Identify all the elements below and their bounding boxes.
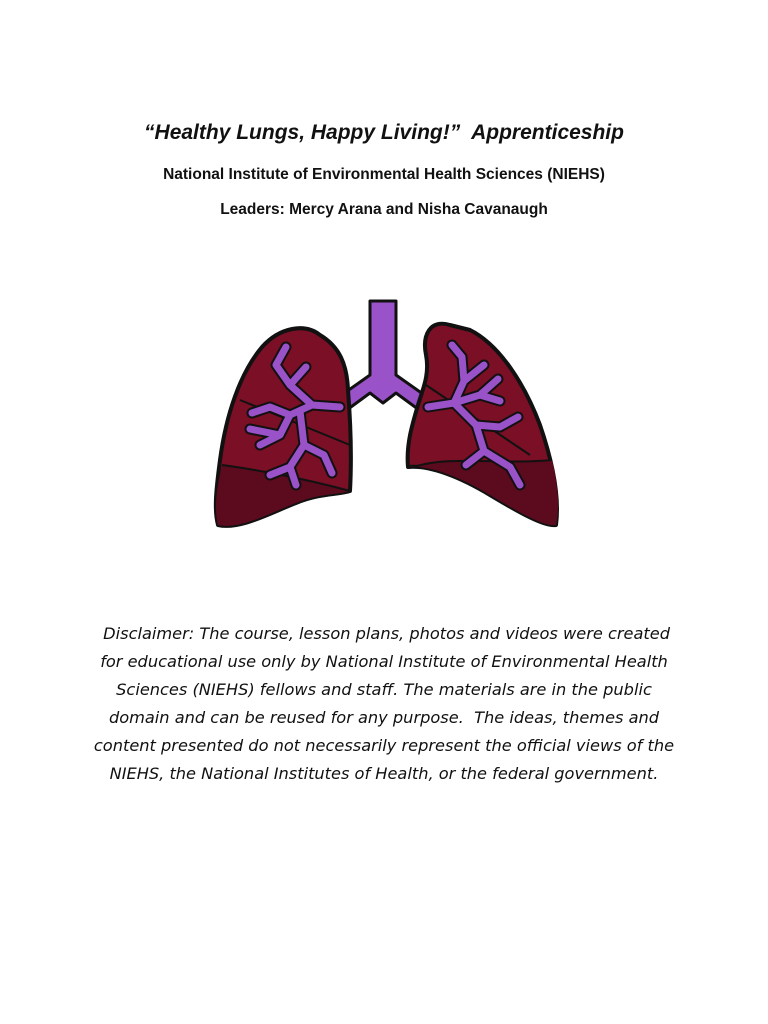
disclaimer-line: for educational use only by National Institute of Environmental Health: [100, 652, 668, 671]
document-title: “Healthy Lungs, Happy Living!” Apprenticeship: [144, 121, 624, 144]
organization-name: National Institute of Environmental Health Sciences (NIEHS): [163, 166, 605, 183]
disclaimer-text: [84, 620, 684, 788]
leaders-line: Leaders: Mercy Arana and Nisha Cavanaugh: [220, 201, 548, 218]
disclaimer-line: Sciences (NIEHS) fellows and staff. The materials are in the public: [116, 680, 652, 699]
disclaimer-line: NIEHS, the National Institutes of Health, or the federal government.: [109, 764, 659, 783]
disclaimer-line: domain and can be reused for any purpose. The ideas, themes and: [108, 708, 660, 727]
lungs-icon: [200, 295, 570, 535]
disclaimer-line: Disclaimer: The course, lesson plans, photos and videos were created: [98, 624, 670, 643]
disclaimer-line: content presented do not necessarily represent the official views of the: [93, 736, 675, 755]
